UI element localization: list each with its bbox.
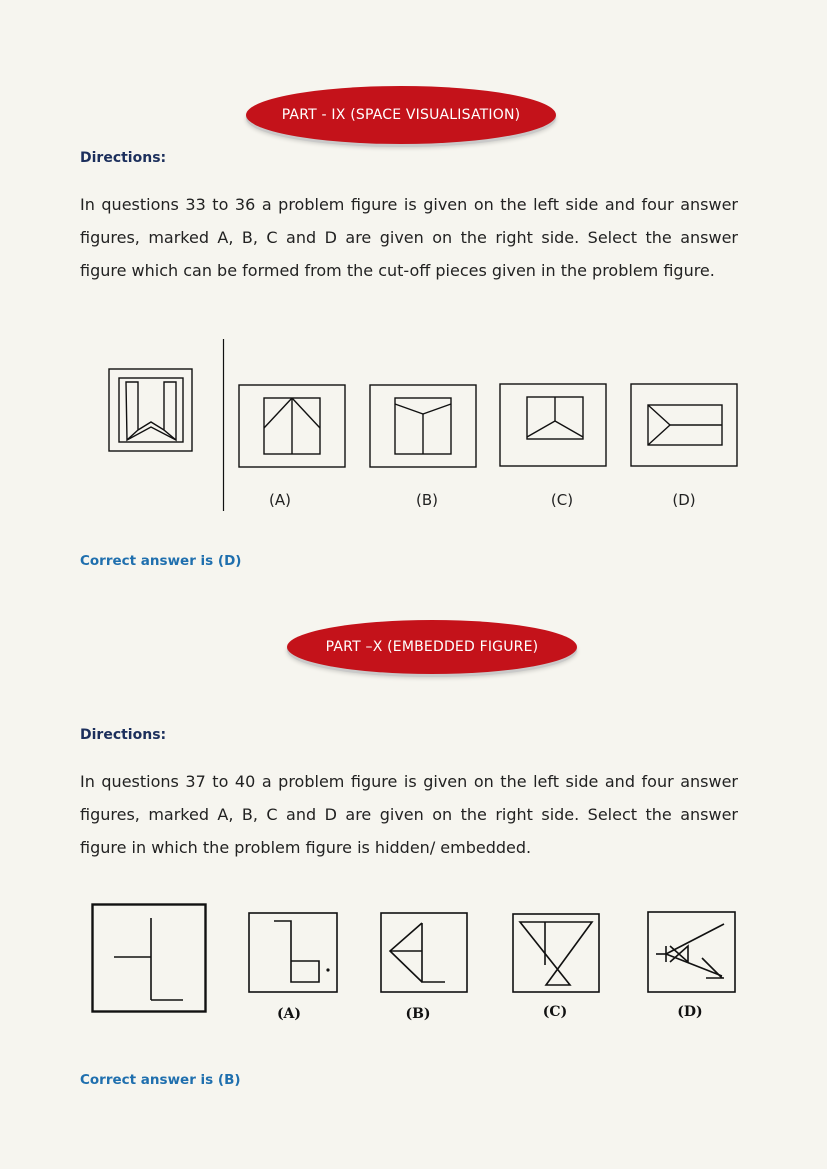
- part9-correct-answer: Correct answer is (D): [80, 553, 242, 569]
- part9-label-a: (A): [269, 491, 291, 509]
- part9-label-d: (D): [672, 491, 696, 509]
- part9-label-b: (B): [416, 491, 438, 509]
- part10-paragraph: In questions 37 to 40 a problem figure is given on the left side and four answer figures, marked A, B, C and D are given on the right side. Select the answer figure in which the problem figure is hidden/ embedded.: [80, 772, 738, 857]
- part9-answer-figure-d: [630, 383, 740, 469]
- part9-paragraph: In questions 33 to 36 a problem figure is given on the left side and four answer figures, marked A, B, C and D are given on the right side. Select the answer figure which can be formed from the cut-off pieces given in the problem figure.: [80, 195, 738, 280]
- part9-answer-figure-b: [369, 384, 479, 470]
- part10-answer-figure-b: [380, 912, 472, 994]
- part9-banner: [246, 86, 556, 144]
- part9-label-c: (C): [550, 491, 574, 509]
- part9-problem-figure: [108, 368, 194, 454]
- part10-label-d: (D): [677, 1004, 703, 1020]
- part9-directions-label: Directions:: [80, 150, 167, 166]
- part10-answer-figure-d: [646, 910, 740, 996]
- part9-answer-figure-a: [238, 384, 348, 470]
- part9-divider-line: [222, 339, 225, 511]
- part9-banner-text: PART - IX (SPACE VISUALISATION): [281, 107, 521, 123]
- part10-problem-figure: [91, 903, 208, 1014]
- part10-label-c: (C): [542, 1004, 568, 1020]
- part10-directions-label: Directions:: [80, 727, 167, 743]
- part10-banner: [287, 620, 577, 674]
- part10-answer-figure-c: [512, 913, 604, 995]
- part10-label-b: (B): [405, 1006, 431, 1022]
- part10-label-a: (A): [276, 1006, 302, 1022]
- part9-answer-figure-c: [499, 383, 609, 469]
- part10-banner-text: PART –X (EMBEDDED FIGURE): [325, 639, 539, 655]
- part10-correct-answer: Correct answer is (B): [80, 1072, 241, 1088]
- part10-answer-figure-a: [248, 912, 340, 994]
